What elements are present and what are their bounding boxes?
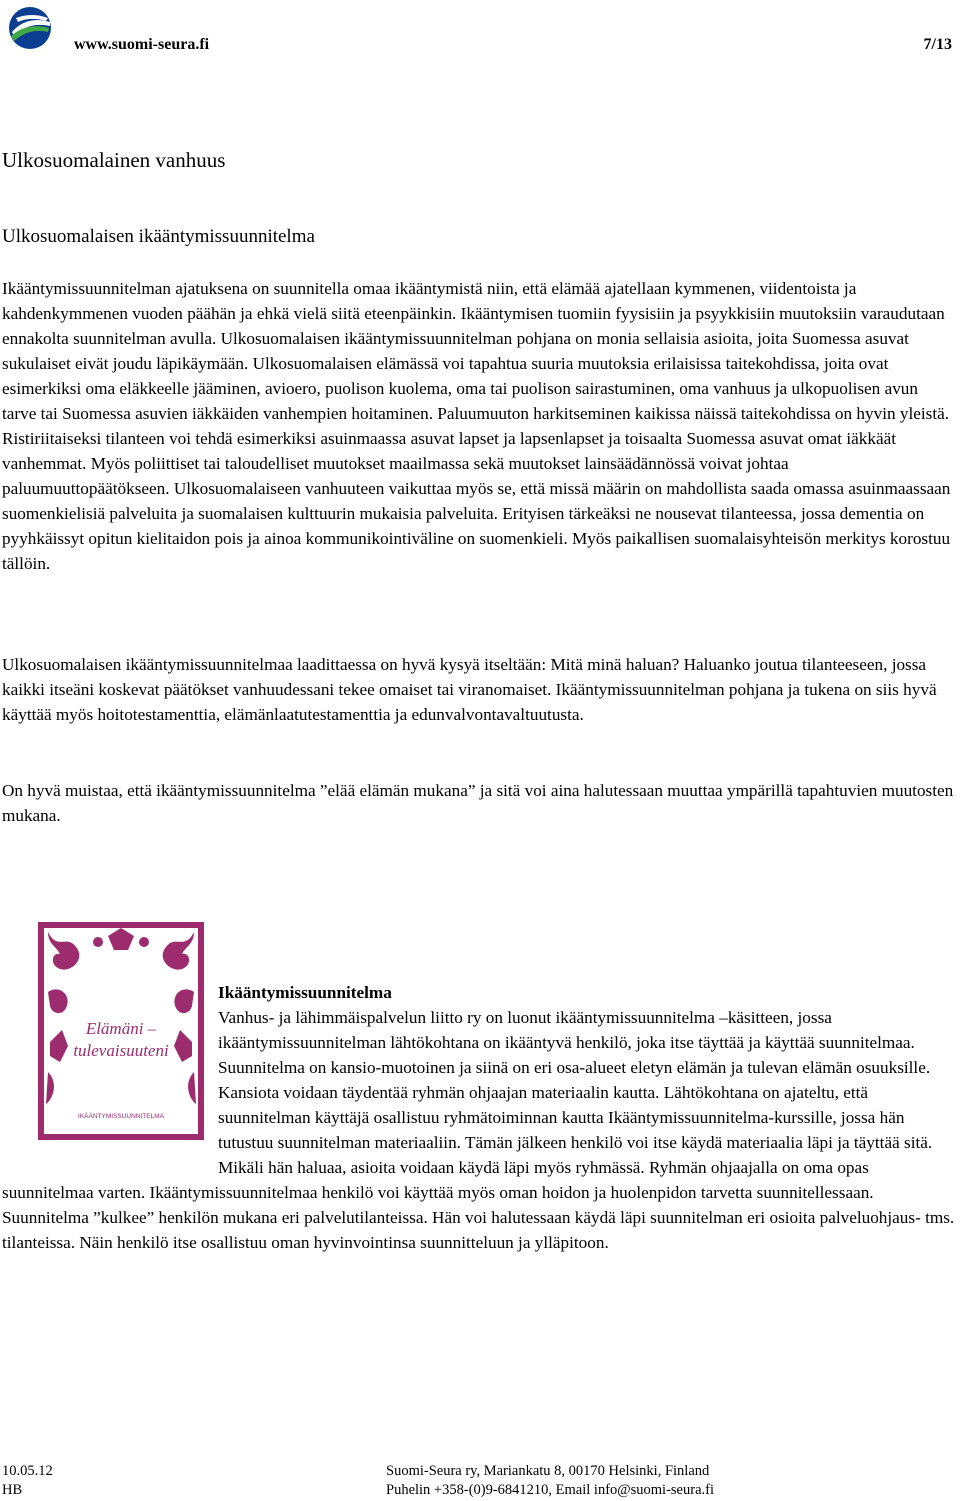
book-text: Vanhus- ja lähimmäispalvelun liitto ry on luonut ikääntymissuunnitelma –käsitteen, jossa ikääntymissuunnitelman lähtökohtana on ikääntyvä henkilö, joka itse täyttää ja käyttää suunnitelmaa. Suunnitelma on kansio-muotoinen ja siinä on eri osa-alueet eletyn elämän ja tulevan elämän osuuksille. Kansiota voidaan täydentää ryhmän ohjaajan materiaalin kautta. Lähtökohtana on ajateltu, että suunnitelman käyttäjä osallistuu ryhmätoiminnan kautta Ikääntymissuunnitelma-kurssille, jossa hän tutustuu suunnitelman materiaaliin. Tämän jälkeen henkilö voi itse käydä materiaalia läpi ja täyttää sitä. Mikäli hän haluaa, asioita voidaan käydä läpi myös ryhmässä. Ryhmän ohjaajalla on oma opas suunnitelmaa varten. Ikääntymissuunnitelmaa henkilö voi käyttää myös oman hoidon ja huolenpidon tarvetta suunnitellessaan. Suunnitelma ”kulkee” henkilön mukana eri palvelutilanteissa. Hän voi halutessaan käydä läpi suunnitelman eri osioita palveluohjaus- tms. tilanteissa. Näin henkilö itse osallistuu oman hyvinvointinsa suunnitteluun ja ylläpitoon. [2,1008,955,1252]
suomi-seura-logo-icon[interactable] [8,6,52,50]
footer-left [2,1462,53,1500]
footer-address: Suomi-Seura ry, Mariankatu 8, 00170 Helsinki, Finland [386,1463,710,1479]
page-title: Ulkosuomalainen vanhuus [2,148,226,172]
cover-title-line1: Elämäni – [85,1019,157,1038]
footer-contact[interactable]: Puhelin +358-(0)9-6841210, Email info@suomi-seura.fi [386,1482,714,1498]
footer-contact-block [386,1462,714,1500]
cover-title-line2: tulevaisuuteni [73,1041,169,1060]
site-url[interactable]: www.suomi-seura.fi [74,36,210,53]
paragraph-reminder: On hyvä muistaa, että ikääntymissuunnitelma ”elää elämän mukana” ja sitä voi aina halutessaan muuttaa ympärillä tapahtuvien muutosten mukana. [2,781,954,825]
section-title: Ulkosuomalaisen ikääntymissuunnitelma [2,226,315,247]
paragraph-intro: Ikääntymissuunnitelman ajatuksena on suunnitella omaa ikääntymistä niin, että elämää ajatellaan kymmenen, viidentoista ja kahdenkymmenen vuoden päähän ja ehkä vielä siitä eteenpäinkin. Ikääntymisen tuomiin fyysisiin ja psyykkisiin muutoksiin varaudutaan ennakolta suunnitelman avulla. Ulkosuomalaisen ikääntymissuunnitelman pohjana on monia sellaisia asioita, joita Suomessa asuvat sukulaiset eivät joudu läpikäymään. Ulkosuomalaisen elämässä voi tapahtua suuria muutoksia erilaisissa taitekohdissa, joita ovat esimerkiksi oma eläkkeelle jääminen, avioero, puolison kuolema, oma tai puolison sairastuminen, oma vanhuus ja ulkopuolisen avun tarve tai Suomessa asuvien iäkkäiden vanhempien hoitaminen. Paluumuuton harkitseminen kaikissa näissä taitekohdissa on hyvin yleistä. Ristiriitaiseksi tilanteen voi tehdä esimerkiksi asuinmaassa asuvat lapset ja lapsenlapset ja toisaalta Suomessa asuvat omat iäkkäät vanhemmat. Myös poliittiset tai taloudelliset muutokset maailmassa sekä muutokset lainsäädännössä voivat johtaa paluumuuttopäätökseen. Ulkosuomalaiseen vanhuuteen vaikuttaa myös se, että missä määrin on mahdollista saada omassa asuinmaassaan suomenkielisiä palveluita ja suomalaisen kulttuurin mukaisia palveluita. Erityisen tärkeäksi ne nousevat tilanteessa, jossa dementia on pyyhkäissyt opitun kielitaidon pois ja ainoa kommunikointiväline on suomenkieli. Myös paikallisen suomalaisyhteisön merkitys korostuu tällöin. [2,279,951,573]
book-description [2,980,960,1255]
paragraph-questions: Ulkosuomalaisen ikääntymissuunnitelmaa laadittaessa on hyvä kysyä itseltään: Mitä minä haluan? Haluanko joutua tilanteeseen, jossa kaikki itseäni koskevat päätökset vanhuudessani tekee omaiset tai viranomaiset. Ikääntymissuunnitelman pohjana ja tukena on siis hyvä käyttää myös hoitotestamenttia, elämänlaatutestamenttia ja edunvalvontavaltuutusta. [2,655,937,724]
book-heading: Ikääntymissuunnitelma [218,983,392,1002]
page-number: 7/13 [923,36,952,53]
footer-initials: HB [2,1482,23,1498]
cover-subtitle: IKÄÄNTYMISSUUNNITELMA [78,1113,164,1120]
footer-date: 10.05.12 [2,1463,53,1479]
